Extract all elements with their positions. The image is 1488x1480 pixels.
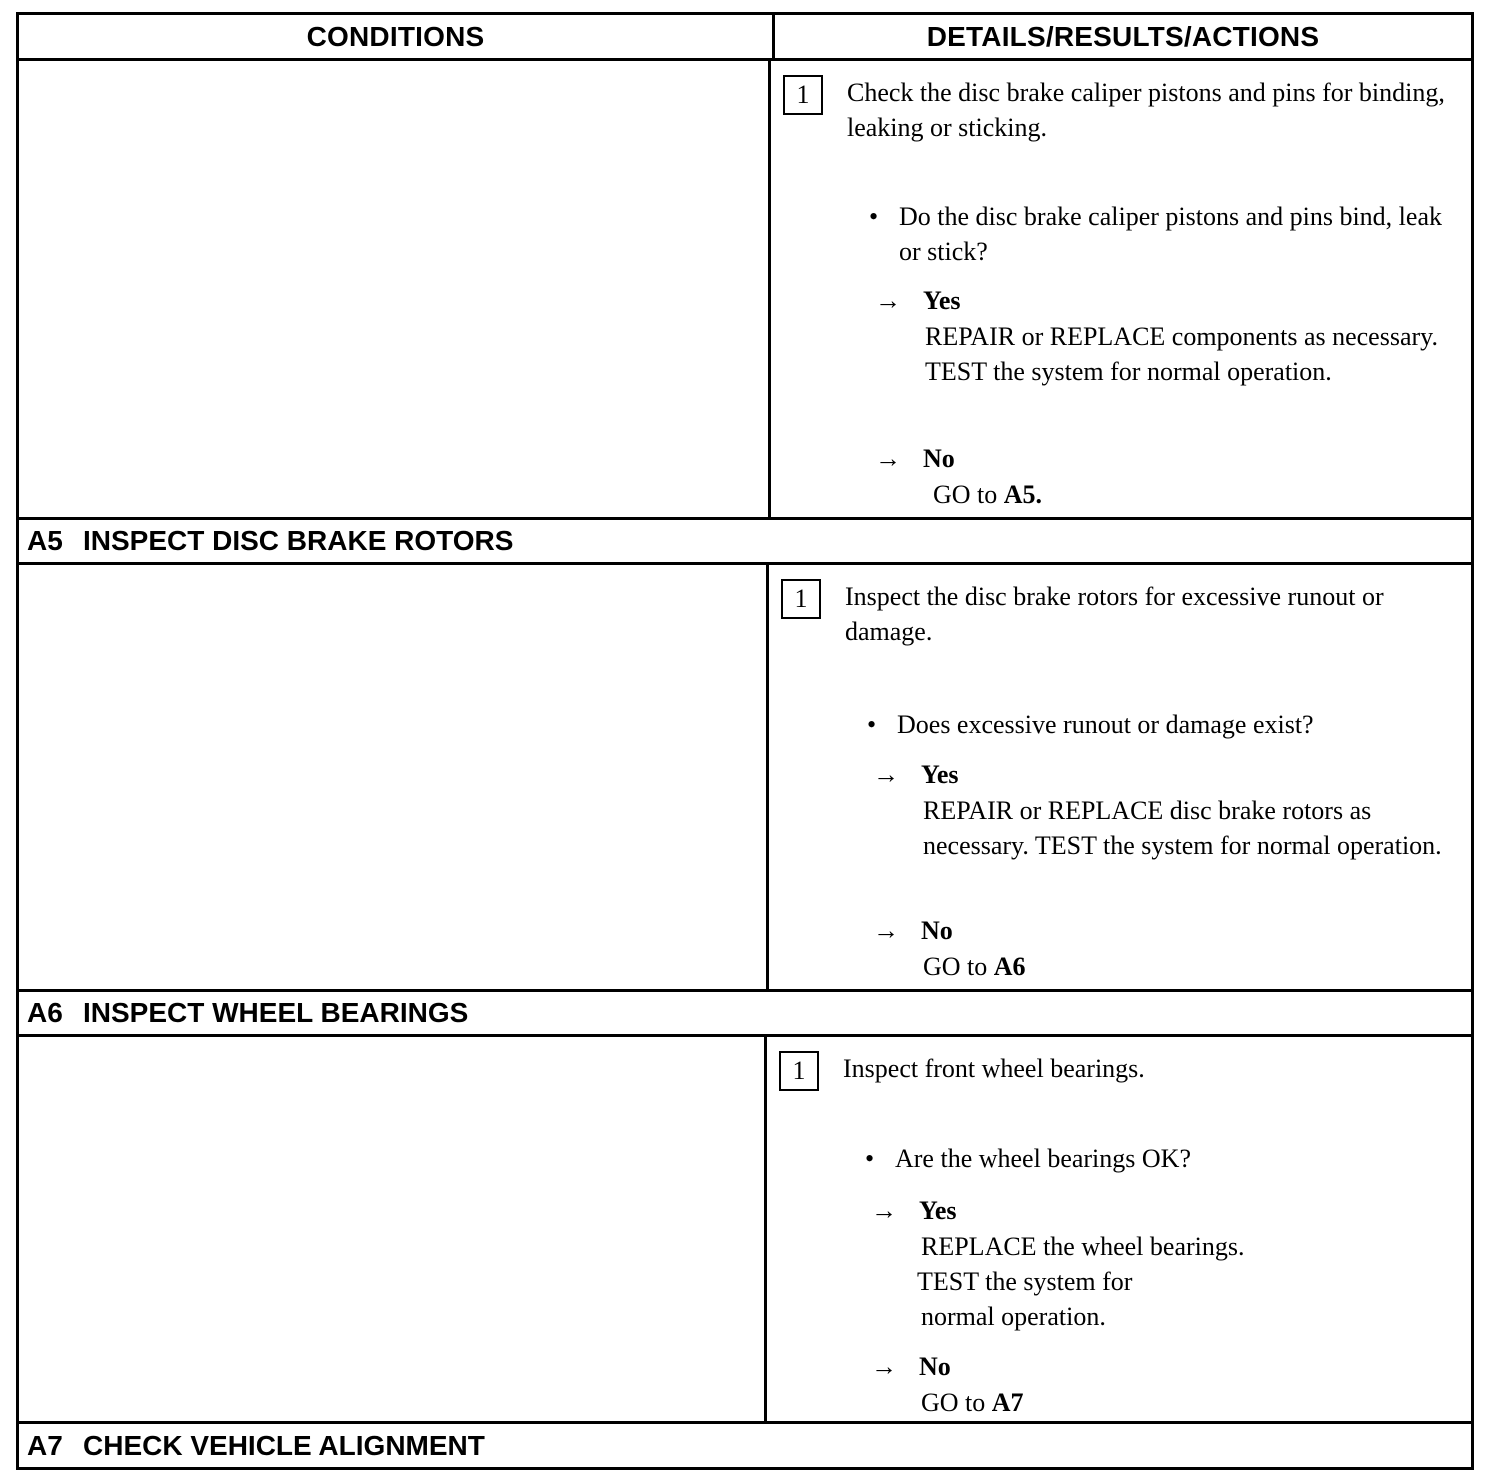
details-cell: [771, 61, 1471, 519]
step-instruction: Check the disc brake caliper pistons and pins for binding, leaking or sticking.: [847, 78, 1445, 142]
conditions-cell: [19, 61, 771, 519]
yes-action: [917, 1229, 1461, 1334]
arrow-icon: →: [871, 1352, 897, 1381]
arrow-icon: →: [873, 916, 899, 945]
yes-action: REPAIR or REPLACE disc brake rotors as necessary. TEST the system for normal operation.: [923, 796, 1442, 860]
step-number-box: 1: [779, 1051, 819, 1091]
table-header-row: [19, 15, 1471, 61]
conditions-header: CONDITIONS: [19, 15, 775, 58]
step-row-a5: [19, 565, 1471, 989]
bullet-icon: •: [869, 202, 879, 231]
section-code: A5: [27, 525, 63, 556]
details-cell: [767, 1037, 1471, 1421]
no-action: [933, 477, 1473, 512]
step-question: [867, 199, 1447, 269]
diagnostic-table: [16, 12, 1474, 1470]
yes-action-line: REPLACE the wheel bearings.: [921, 1232, 1245, 1261]
step-instruction: Inspect front wheel bearings.: [843, 1054, 1145, 1083]
no-action-prefix: GO to: [921, 1388, 986, 1417]
arrow-icon: →: [875, 444, 901, 473]
section-title-a6: [19, 989, 1471, 1037]
question-text: Are the wheel bearings OK?: [895, 1144, 1191, 1173]
details-cell: [769, 565, 1471, 989]
bullet-icon: •: [867, 710, 877, 739]
yes-action-line: TEST the system for: [917, 1267, 1133, 1296]
step-instruction: Inspect the disc brake rotors for excessive runout or damage.: [845, 582, 1384, 646]
yes-label: Yes: [923, 286, 961, 315]
step-row-a4: [19, 61, 1471, 519]
yes-action: REPAIR or REPLACE components as necessary. TEST the system for normal operation.: [925, 322, 1438, 386]
step-row-a6: [19, 1037, 1471, 1421]
question-text: Do the disc brake caliper pistons and pins bind, leak or stick?: [899, 202, 1442, 266]
step-number-box: 1: [781, 579, 821, 619]
no-action-target: A6: [993, 952, 1026, 981]
conditions-cell: [19, 1037, 767, 1421]
no-action: [923, 949, 1463, 984]
section-title-a5: [19, 517, 1471, 565]
step-question: [865, 707, 1445, 742]
details-header: DETAILS/RESULTS/ACTIONS: [926, 20, 1320, 52]
question-text: Does excessive runout or damage exist?: [897, 710, 1314, 739]
section-title-a7: [19, 1421, 1471, 1467]
conditions-cell: [19, 565, 769, 989]
no-label: No: [919, 1352, 951, 1381]
section-title-text: CHECK VEHICLE ALIGNMENT: [83, 1429, 485, 1461]
no-action-target: A5.: [1003, 480, 1043, 509]
arrow-icon: →: [871, 1196, 897, 1225]
no-action-prefix: GO to: [933, 480, 998, 509]
section-title-text: INSPECT DISC BRAKE ROTORS: [83, 525, 514, 556]
arrow-icon: →: [875, 286, 901, 315]
no-action-target: A7: [991, 1388, 1024, 1417]
yes-label: Yes: [919, 1196, 957, 1225]
no-action-prefix: GO to: [923, 952, 988, 981]
yes-label: Yes: [921, 760, 959, 789]
no-action: [921, 1385, 1461, 1420]
no-label: No: [921, 916, 953, 945]
arrow-icon: →: [873, 760, 899, 789]
section-code: A6: [27, 997, 63, 1028]
yes-action-line: normal operation.: [921, 1302, 1106, 1331]
step-number-box: 1: [783, 75, 823, 115]
section-title-text: INSPECT WHEEL BEARINGS: [83, 997, 469, 1028]
bullet-icon: •: [865, 1144, 875, 1173]
step-question: [863, 1141, 1443, 1176]
no-label: No: [923, 444, 955, 473]
section-code: A7: [27, 1429, 63, 1461]
